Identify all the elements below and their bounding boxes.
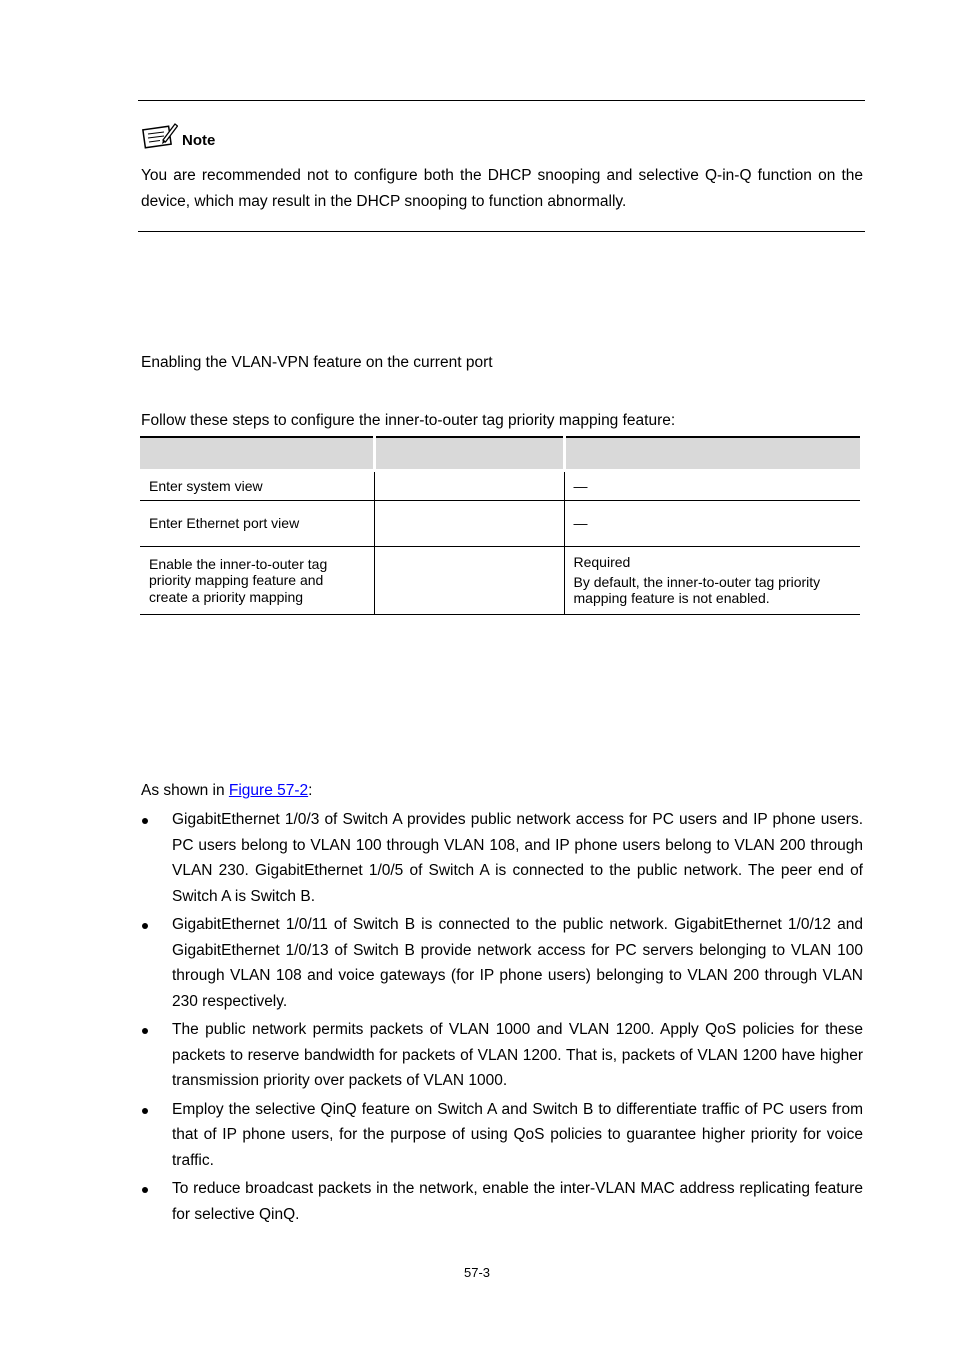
steps-intro: Follow these steps to configure the inner-to-outer tag priority mapping feature: [141, 412, 676, 429]
note-bottom-rule [138, 231, 865, 232]
list-item-text: Employ the selective QinQ feature on Switch A and Switch B to differentiate traffic of PC users from that of IP phone users, for the purpose of using QoS policies to guarantee higher priority for voice traffic. [172, 1100, 863, 1169]
list-item-text: The public network permits packets of VLAN 1000 and VLAN 1200. Apply QoS policies for these packets to reserve bandwidth for packets of VLAN 1200. That is, packets of VLAN 1200 have higher transmission priority over packets of VLAN 1000. [172, 1021, 863, 1089]
operation-cell: Enter Ethernet port view [140, 501, 374, 547]
note-top-rule [138, 100, 865, 101]
bullet-icon [142, 1187, 148, 1193]
prerequisite-text: Enabling the VLAN-VPN feature on the current port [141, 354, 493, 371]
bullet-icon [142, 1028, 148, 1034]
header-remarks [564, 437, 860, 471]
list-item [141, 1176, 863, 1227]
table-row [140, 547, 860, 615]
remarks-cell: — [564, 471, 860, 501]
list-item-text: GigabitEthernet 1/0/11 of Switch B is connected to the public network. GigabitEthernet 1/0/12 and GigabitEthernet 1/0/13 of Switch B provide network access for PC servers belonging to VLAN 100 through VLAN 108 and voice gateways (for IP phone users) belonging to VLAN 200 through VLAN 230 respectively. [172, 916, 863, 1010]
figure-link[interactable]: Figure 57-2 [228, 782, 309, 799]
list-item [141, 1097, 863, 1174]
table-header-row [140, 437, 860, 471]
note-label: Note [182, 132, 216, 149]
command-cell [374, 471, 564, 501]
bullet-icon [142, 1108, 148, 1114]
network-intro-prefix: As shown in [141, 782, 229, 799]
header-command [374, 437, 564, 471]
network-requirements-list [141, 807, 863, 1230]
list-item-text: GigabitEthernet 1/0/3 of Switch A provides public network access for PC users and IP phone users. PC users belong to VLAN 100 through VLAN 108, and IP phone users belong to VLAN 200 through VLAN 230. GigabitEthernet 1/0/5 of Switch A is connected to the public network. The peer end of Switch A is Switch B. [172, 811, 863, 905]
table-row [140, 501, 860, 547]
bullet-icon [142, 818, 148, 824]
network-intro-suffix: : [308, 782, 313, 799]
page-number: 57-3 [463, 1265, 491, 1280]
command-cell [374, 501, 564, 547]
list-item [141, 912, 863, 1014]
remarks-required: Required [573, 554, 631, 571]
remarks-default: By default, the inner-to-outer tag priority mapping feature is not enabled. [573, 573, 821, 607]
header-operation [140, 437, 374, 471]
note-header [142, 120, 215, 150]
list-item [141, 1017, 863, 1094]
network-intro [141, 781, 312, 801]
list-item [141, 807, 863, 909]
note-text: You are recommended not to configure both the DHCP snooping and selective Q-in-Q function on the device, which may result in the DHCP snooping to function abnormally. [141, 167, 863, 210]
operation-cell: Enter system view [140, 471, 374, 501]
remarks-cell: — [564, 501, 860, 547]
bullet-icon [142, 923, 148, 929]
remarks-cell [564, 547, 860, 615]
table-row [140, 471, 860, 501]
note-icon [142, 120, 178, 150]
configuration-steps-table [140, 436, 860, 615]
operation-cell: Enable the inner-to-outer tag priority mapping feature and create a priority mapping [140, 547, 374, 615]
list-item-text: To reduce broadcast packets in the network, enable the inter-VLAN MAC address replicating feature for selective QinQ. [172, 1180, 863, 1223]
command-cell [374, 547, 564, 615]
